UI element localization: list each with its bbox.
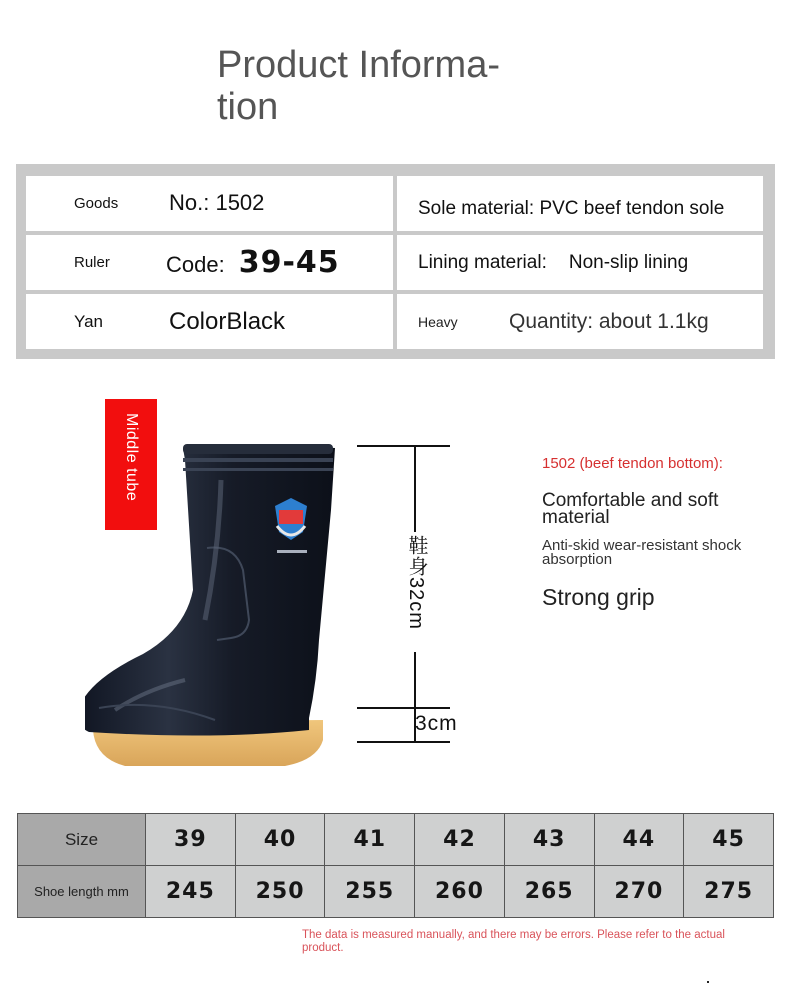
size-code (166, 245, 340, 280)
ruler-label: Ruler (74, 254, 110, 271)
info-cell-color (26, 294, 393, 349)
size-code-prefix: Code: (166, 252, 225, 277)
lining-material-label: Lining material: (418, 251, 547, 273)
measurement-disclaimer: The data is measured manually, and there may be errors. Please refer to the actual product. (302, 929, 725, 954)
feature-item: Comfortable and soft material (542, 490, 719, 528)
length-cell: 250 (235, 866, 325, 918)
heel-height-label: 3cm (415, 712, 458, 735)
length-row-header: Shoe length mm (18, 866, 146, 918)
weight-value: Quantity: about 1.1kg (509, 309, 709, 333)
length-cell: 265 (504, 866, 594, 918)
info-cell-lining-material (397, 235, 763, 290)
lining-material-value: Non-slip lining (568, 251, 689, 273)
product-info-table (16, 164, 775, 359)
info-cell-size-code (26, 235, 393, 290)
size-cell: 45 (684, 814, 774, 866)
lining-material-text (418, 252, 688, 274)
size-row (18, 814, 774, 866)
info-row-size-code (26, 235, 764, 292)
rain-boot-image (85, 440, 335, 780)
length-row (18, 866, 774, 918)
size-chart-table (17, 813, 774, 918)
size-cell: 42 (415, 814, 505, 866)
size-range: 39-45 (238, 245, 340, 280)
feature-heading: 1502 (beef tendon bottom): (542, 455, 723, 472)
info-cell-weight (397, 294, 763, 349)
shaft-height-label: 鞋身32cm (405, 535, 427, 630)
info-row-goods (26, 176, 764, 233)
size-cell: 40 (235, 814, 325, 866)
goods-number: No.: 1502 (169, 190, 265, 215)
length-cell: 275 (684, 866, 774, 918)
length-cell: 245 (146, 866, 236, 918)
stray-dot (707, 981, 709, 983)
page-title (217, 44, 547, 128)
size-cell: 39 (146, 814, 236, 866)
feature-item: Strong grip (542, 584, 655, 610)
length-cell: 255 (325, 866, 415, 918)
feature-item: Anti-skid wear-resistant shock absorption (542, 537, 742, 568)
length-cell: 270 (594, 866, 684, 918)
page-title-line-1: Product Informa- (217, 44, 500, 86)
heavy-label: Heavy (418, 313, 458, 330)
size-cell: 44 (594, 814, 684, 866)
sole-material-text: Sole material: PVC beef tendon sole (418, 198, 725, 219)
yan-label: Yan (74, 311, 103, 331)
size-row-header: Size (18, 814, 146, 866)
goods-label: Goods (74, 195, 119, 212)
info-row-color (26, 294, 764, 351)
info-cell-sole-material (397, 176, 763, 231)
length-cell: 260 (415, 866, 505, 918)
page-title-line-2: tion (217, 86, 279, 128)
color-value: ColorBlack (169, 307, 286, 335)
size-cell: 41 (325, 814, 415, 866)
info-cell-goods (26, 176, 393, 231)
size-cell: 43 (504, 814, 594, 866)
middle-tube-label: Middle tube (123, 413, 140, 502)
